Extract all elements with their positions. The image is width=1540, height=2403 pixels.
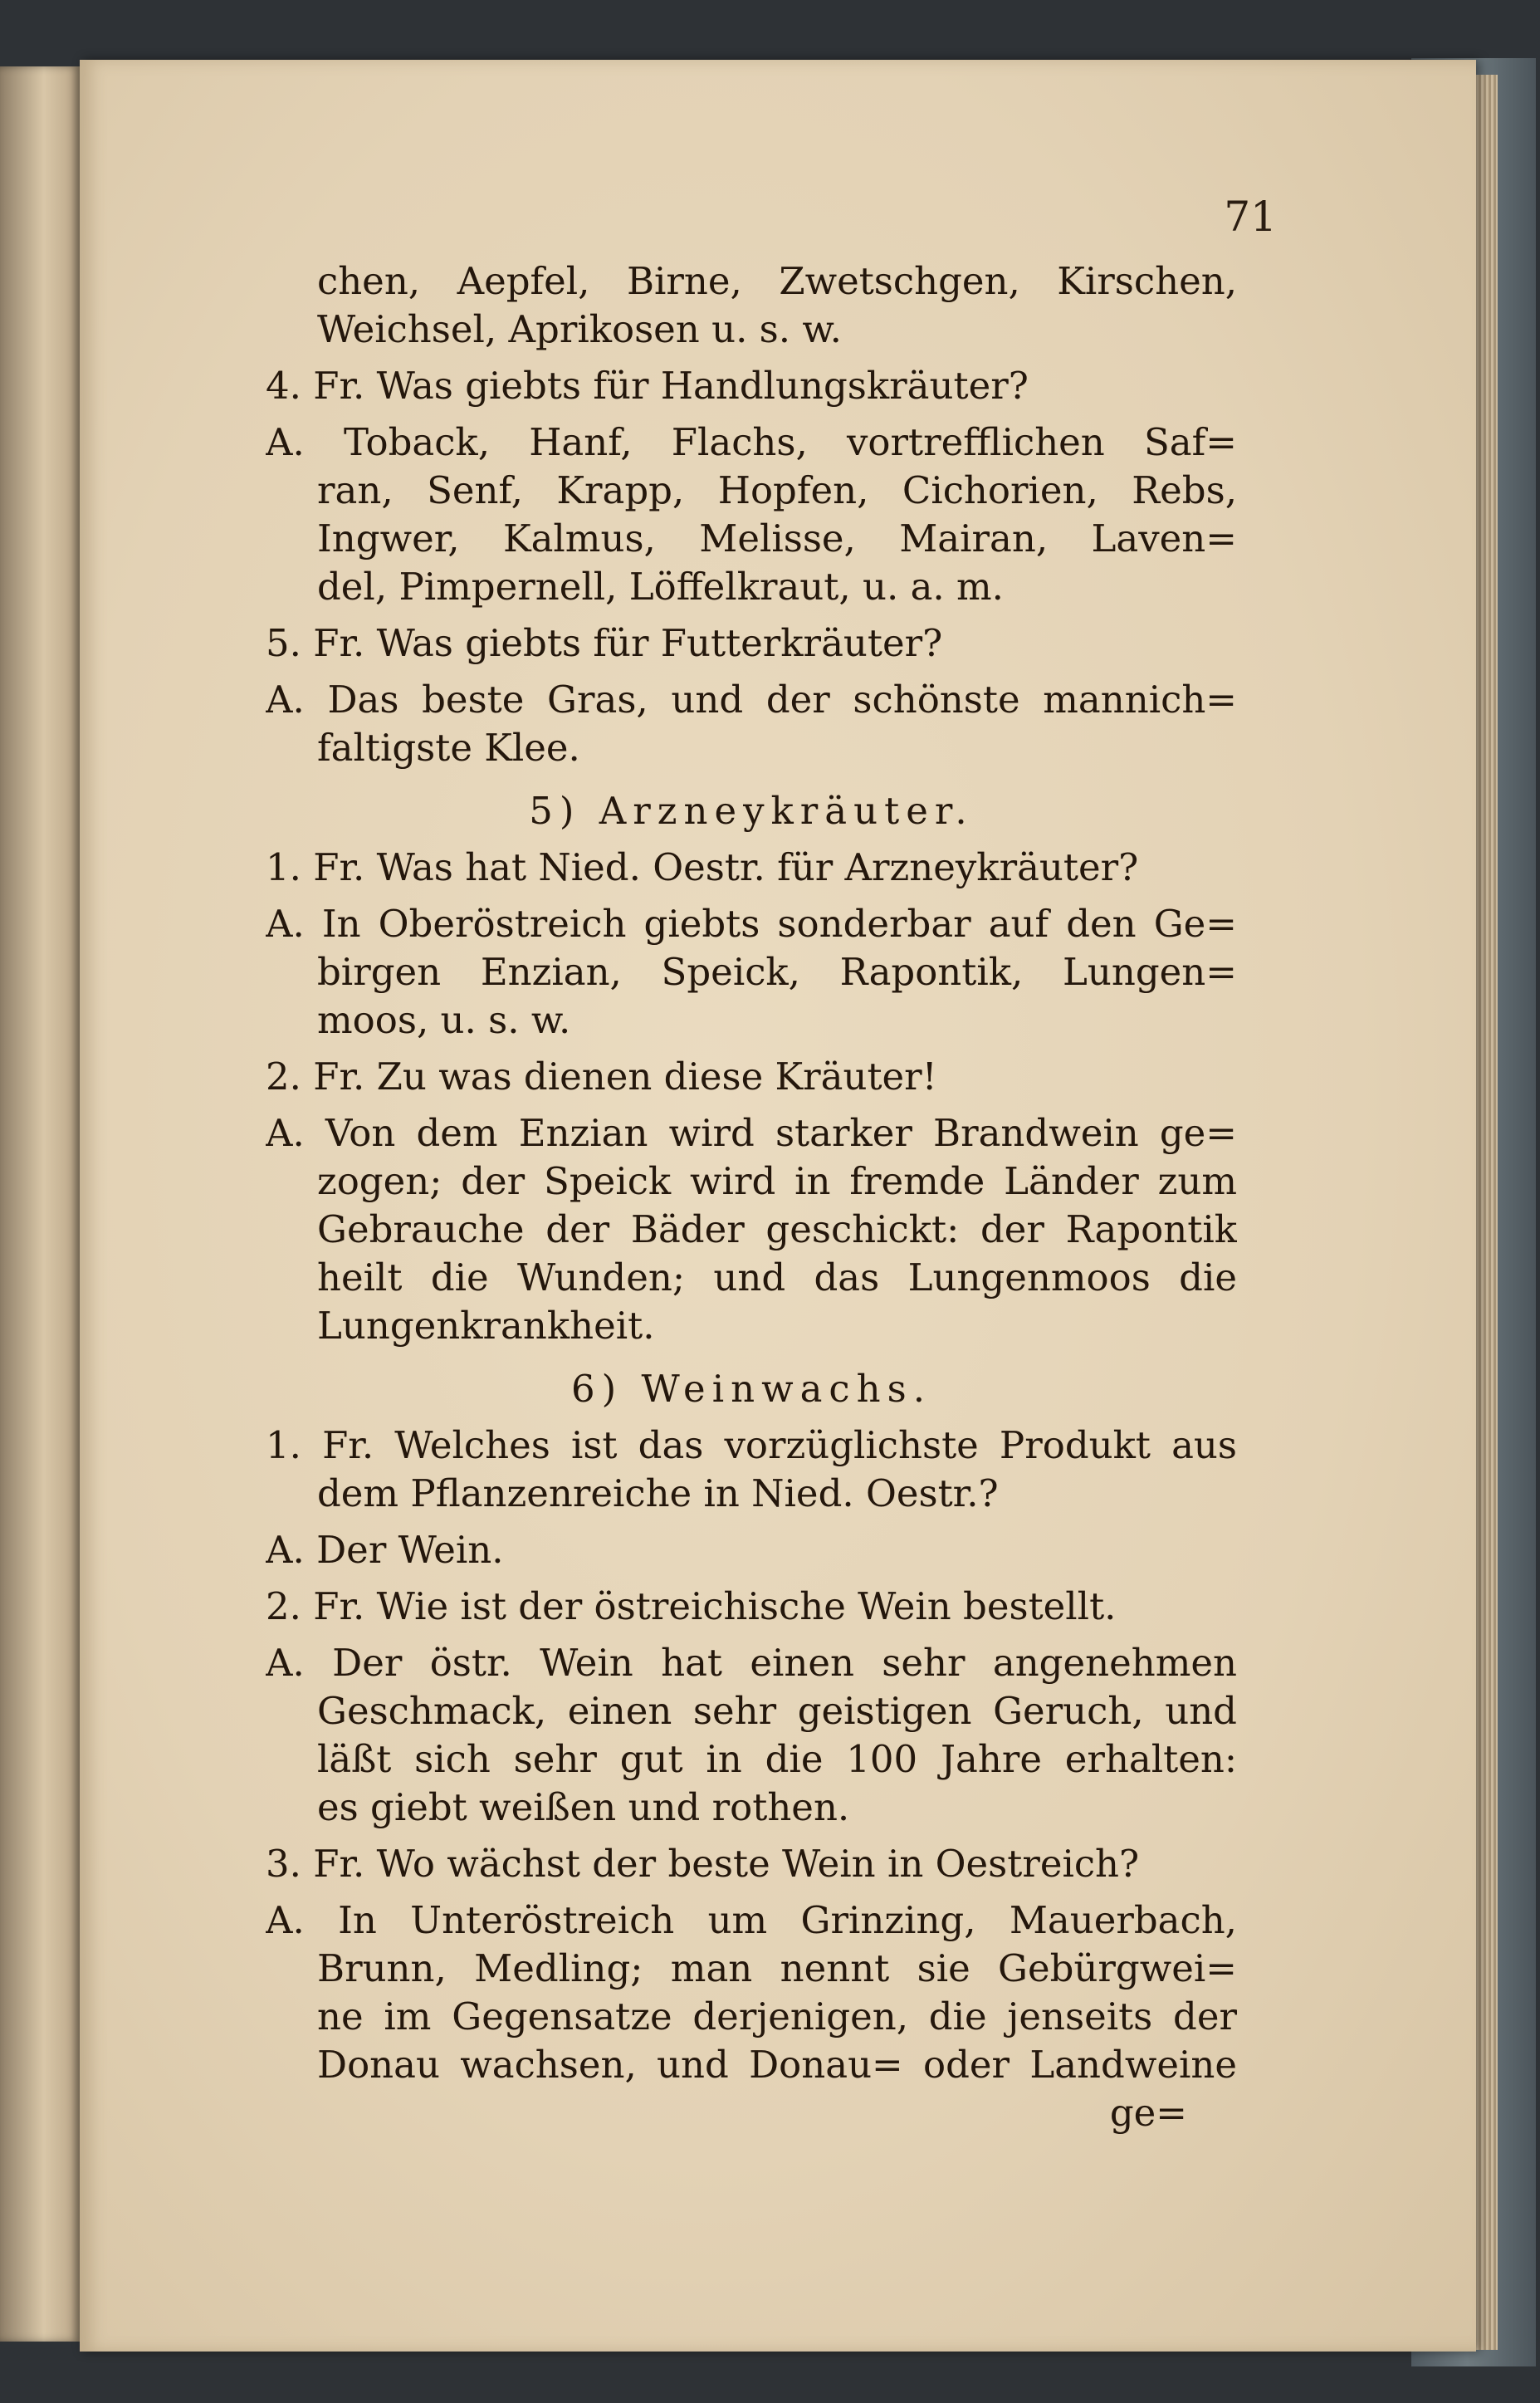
text-line: es giebt weißen und rothen. bbox=[317, 1785, 850, 1829]
text-line: moos, u. s. w. bbox=[317, 998, 571, 1042]
text-line: 2. Fr. Wie ist der östreichische Wein bestellt. bbox=[266, 1584, 1117, 1628]
page-number: 71 bbox=[1224, 193, 1277, 241]
text-line: A. Von dem Enzian wird starker Brandwein ge= bbox=[266, 1111, 1237, 1155]
section-heading: 6) Weinwachs. bbox=[570, 1367, 931, 1411]
section-heading: 5) Arzneykräuter. bbox=[529, 789, 974, 833]
text-line: dem Pflanzenreiche in Nied. Oestr.? bbox=[317, 1471, 999, 1515]
text-line: ne im Gegensatze derjenigen, die jenseits der bbox=[317, 1994, 1237, 2038]
text-line: A. Der Wein. bbox=[266, 1528, 504, 1572]
text-line: ran, Senf, Krapp, Hopfen, Cichorien, Rebs, bbox=[317, 468, 1237, 512]
text-line: A. Toback, Hanf, Flachs, vortrefflichen Saf= bbox=[266, 420, 1237, 464]
text-line: 1. Fr. Was hat Nied. Oestr. für Arzneykräuter? bbox=[266, 845, 1139, 889]
text-line: A. In Unteröstreich um Grinzing, Mauerbach, bbox=[266, 1898, 1237, 1942]
text-line: Geschmack, einen sehr geistigen Geruch, und bbox=[317, 1689, 1237, 1733]
text-line: Ingwer, Kalmus, Melisse, Mairan, Laven= bbox=[317, 516, 1237, 560]
text-line: A. Das beste Gras, und der schönste mannich= bbox=[266, 678, 1237, 722]
text-line: faltigste Klee. bbox=[317, 726, 580, 770]
text-line: Donau wachsen, und Donau= oder Landweine bbox=[317, 2043, 1237, 2087]
text-line: läßt sich sehr gut in die 100 Jahre erhalten: bbox=[317, 1737, 1237, 1781]
text-line: Gebrauche der Bäder geschickt: der Rapontik bbox=[317, 1207, 1237, 1251]
text-line: 2. Fr. Zu was dienen diese Kräuter! bbox=[266, 1055, 937, 1099]
text-line: A. In Oberöstreich giebts sonderbar auf den Ge= bbox=[266, 902, 1237, 946]
catchword: ge= bbox=[1109, 2091, 1187, 2135]
text-line: Brunn, Medling; man nennt sie Gebürgwei= bbox=[317, 1946, 1237, 1990]
text-line: Lungenkrankheit. bbox=[317, 1304, 655, 1348]
text-line: birgen Enzian, Speick, Rapontik, Lungen= bbox=[317, 950, 1237, 994]
text-block bbox=[266, 257, 1237, 2137]
text-line: heilt die Wunden; und das Lungenmoos die bbox=[317, 1255, 1237, 1299]
text-line: chen, Aepfel, Birne, Zwetschgen, Kirschen, bbox=[317, 259, 1237, 303]
text-line: 1. Fr. Welches ist das vorzüglichste Produkt aus bbox=[266, 1423, 1237, 1467]
text-line: Weichsel, Aprikosen u. s. w. bbox=[317, 307, 842, 351]
text-line: del, Pimpernell, Löffelkraut, u. a. m. bbox=[317, 565, 1004, 609]
text-line: 5. Fr. Was giebts für Futterkräuter? bbox=[266, 621, 943, 665]
text-line: A. Der östr. Wein hat einen sehr angenehmen bbox=[266, 1641, 1237, 1685]
text-line: 4. Fr. Was giebts für Handlungskräuter? bbox=[266, 364, 1029, 408]
facing-page-edge bbox=[0, 66, 80, 2342]
text-line: zogen; der Speick wird in fremde Länder zum bbox=[317, 1159, 1237, 1203]
text-line: 3. Fr. Wo wächst der beste Wein in Oestreich? bbox=[266, 1842, 1140, 1886]
